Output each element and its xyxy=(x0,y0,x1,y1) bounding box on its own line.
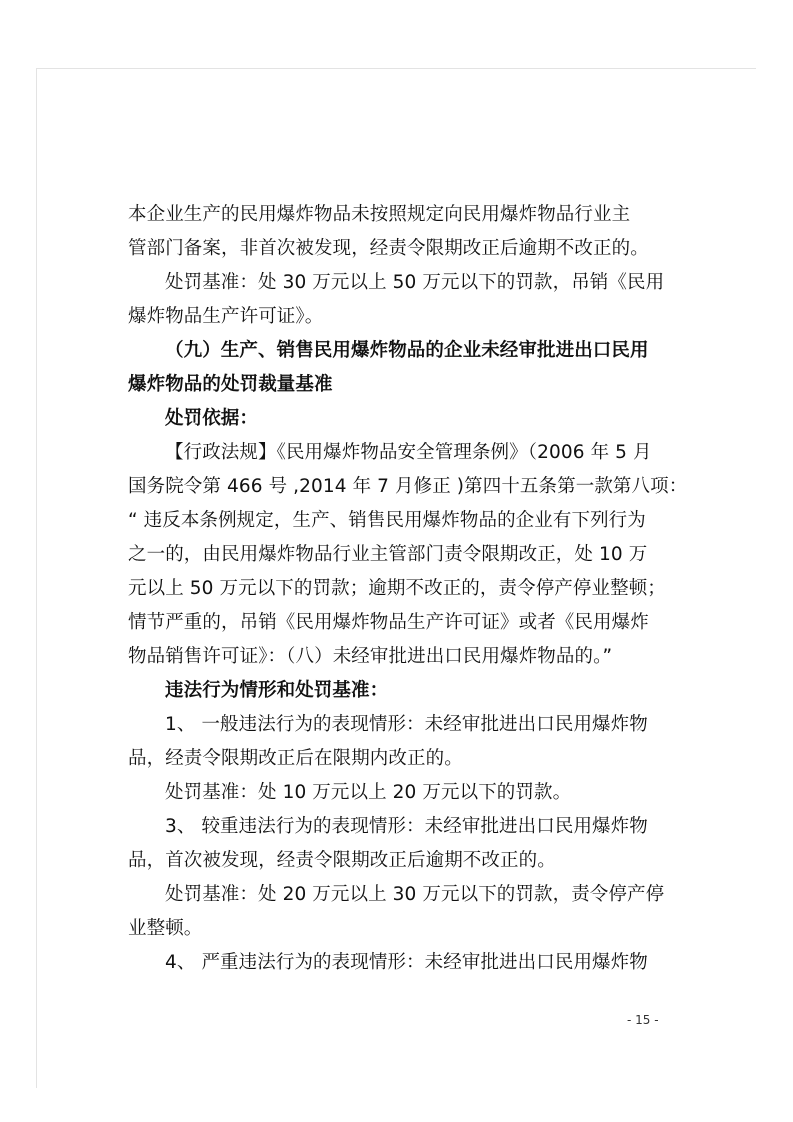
text-line: 处罚基准：处 30 万元以上 50 万元以下的罚款，吊销《民用 xyxy=(165,272,665,293)
text-line: 处罚基准：处 10 万元以上 20 万元以下的罚款。 xyxy=(165,782,572,803)
text-line: 物品销售许可证》：（八）未经审批进出口民用爆炸物品的。” xyxy=(128,646,613,667)
subheading-line: 违法行为情形和处罚基准： xyxy=(165,680,389,701)
page-number: - 15 - xyxy=(627,1013,659,1027)
text-line: 处罚基准：处 20 万元以上 30 万元以下的罚款，责令停产停 xyxy=(165,884,665,905)
text-line: 之一的，由民用爆炸物品行业主管部门责令限期改正，处 10 万 xyxy=(128,544,648,565)
text-line: 国务院令第 466 号 ,2014 年 7 月修正 )第四十五条第一款第八项： xyxy=(128,476,688,497)
text-line: 品，首次被发现，经责令限期改正后逾期不改正的。 xyxy=(128,850,556,871)
text-line: 3、 较重违法行为的表现情形：未经审批进出口民用爆炸物 xyxy=(165,816,648,837)
text-line: 4、 严重违法行为的表现情形：未经审批进出口民用爆炸物 xyxy=(165,952,648,973)
text-line: 管部门备案，非首次被发现，经责令限期改正后逾期不改正的。 xyxy=(128,238,649,259)
text-line: 情节严重的，吊销《民用爆炸物品生产许可证》或者《民用爆炸 xyxy=(128,612,649,633)
text-line: 元以上 50 万元以下的罚款；逾期不改正的，责令停产停业整顿； xyxy=(128,578,666,599)
subheading-line: 处罚依据： xyxy=(165,408,259,429)
text-line: 【行政法规】《民用爆炸物品安全管理条例》（2006 年 5 月 xyxy=(165,442,652,463)
section-heading-line: 爆炸物品的处罚裁量基准 xyxy=(128,374,333,395)
text-line: “ 违反本条例规定，生产、销售民用爆炸物品的企业有下列行为 xyxy=(128,510,646,531)
section-heading-line: （九）生产、销售民用爆炸物品的企业未经审批进出口民用 xyxy=(165,340,649,361)
text-line: 业整顿。 xyxy=(128,918,203,939)
text-line: 爆炸物品生产许可证》。 xyxy=(128,306,324,327)
text-line: 本企业生产的民用爆炸物品未按照规定向民用爆炸物品行业主 xyxy=(128,204,631,225)
page-border-left xyxy=(36,68,37,1088)
page-border-top xyxy=(36,68,756,69)
text-line: 品，经责令限期改正后在限期内改正的。 xyxy=(128,748,463,769)
text-line: 1、 一般违法行为的表现情形：未经审批进出口民用爆炸物 xyxy=(165,714,648,735)
document-body xyxy=(128,198,688,980)
